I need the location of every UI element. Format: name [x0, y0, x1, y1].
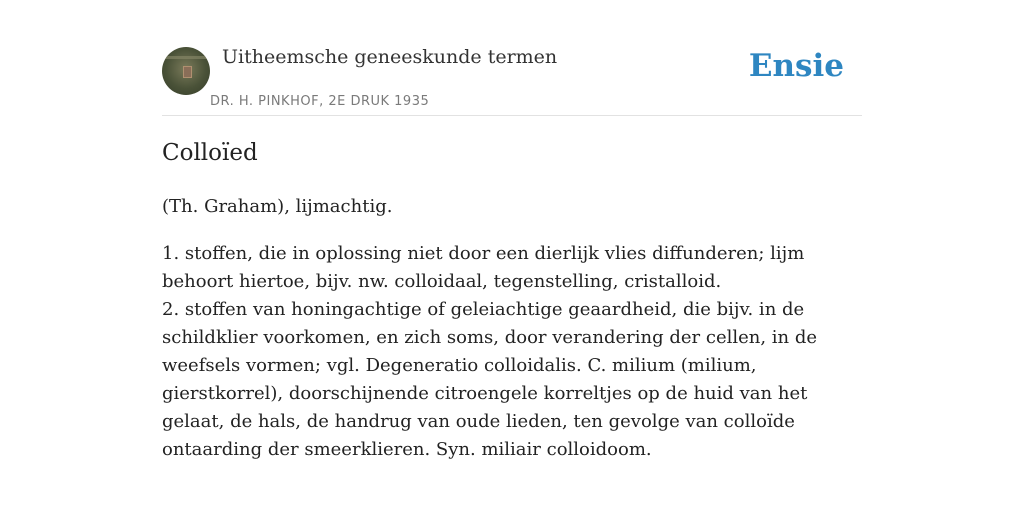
book-cover-icon[interactable]: [162, 47, 210, 95]
ensie-logo[interactable]: Ensie: [748, 48, 844, 84]
entry-content: [162, 193, 864, 464]
entry-intro: (Th. Graham), lijmachtig.: [162, 196, 393, 217]
source-title-link[interactable]: Uitheemsche geneeskunde termen: [222, 46, 558, 68]
definition-2: 2. stoffen van honingachtige of geleiachtige geaardheid, die bijv. in de schildklier voorkomen, en zich soms, door verandering der cellen, in de weefsels vormen; vgl. Degeneratio colloidalis. C. milium (milium, gierstkorrel), doorschijnende citroengele korreltjes op de huid van het gelaat, de hals, de handrug van oude lieden, ten gevolge van colloïde ontaarding der smeerklieren. Syn. miliair colloidoom.: [162, 299, 818, 460]
source-header: [162, 46, 862, 116]
header-divider: [162, 115, 862, 116]
book-cover-label: [183, 66, 192, 78]
book-cover-band: [162, 56, 210, 59]
definition-1: 1. stoffen, die in oplossing niet door een dierlijk vlies diffunderen; lijm behoort hiertoe, bijv. nw. colloidaal, tegenstelling, cristalloid.: [162, 243, 805, 292]
entry-title: Colloïed: [162, 140, 258, 166]
source-subtitle: DR. H. PINKHOF, 2E DRUK 1935: [210, 94, 430, 109]
